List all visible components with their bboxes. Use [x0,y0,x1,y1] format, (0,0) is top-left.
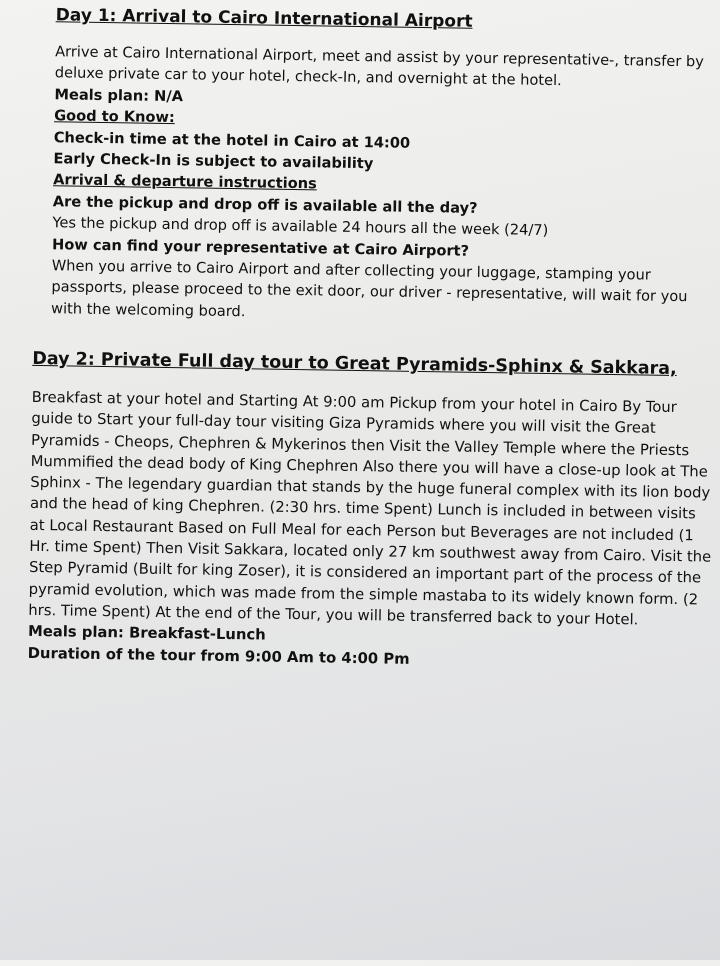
day2-section [28,347,718,675]
question-pickup: Are the pickup and drop off is available all the day? [52,193,478,217]
instructions-heading: Arrival & departure instructions [52,171,317,193]
day1-heading: Day 1: Arrival to Cairo International Airport [55,5,473,32]
good-to-know-heading: Good to Know: [54,107,175,127]
day1-section [51,3,711,330]
question-representative: How can find your representative at Cairo Airport? [51,235,470,260]
day2-heading: Day 2: Private Full day tour to Great Pyramids-Sphinx & Sakkara, [32,348,677,380]
day2-duration: Duration of the tour from 9:00 Am to 4:00 Pm [27,644,410,668]
answer-pickup: Yes the pickup and drop off is available 24 hours all the week (24/7) [52,214,549,240]
day1-meals-plan: Meals plan: N/A [54,86,184,106]
day2-meals-plan: Meals plan: Breakfast-Lunch [27,623,266,644]
day2-body: Breakfast at your hotel and Starting At 9:00 am Pickup from your hotel in Cairo By Tour guide to Start your full-day tour visiting Giza Pyramids where you will visit the Great Pyramids - Cheops, Chephren & Mykerinos then Visit the Valley Temple where the Priests Mummified the dead body of King Chephren Also there you will have a close-up look at The Sphinx - The legendary guardian that stands by the huge funeral complex with its lion body and the head of king Chephren. (2:30 hrs. time Spent) Lunch is included in between visits at Local Restaurant Based on Full Meal for each Person but Beverages are not included (1 Hr. time Spent) Then Visit Sakkara, located only 27 km southwest away from Cairo. Visit the Step Pyramid (Built for king Zoser), it is considered an important part of the process of the pyramid evolution, which was made from the simple mastaba to its widely known form. (2 hrs. Time Spent) At the end of the Tour, you will be transferred back to your Hotel. [28,388,712,629]
answer-representative: When you arrive to Cairo Airport and after collecting your luggage, stamping your passports, please proceed to the exit door, our driver - representative, will wait for you with the welcoming board. [50,257,688,321]
checkin-time: Check-in time at the hotel in Cairo at 14:00 [53,128,411,152]
early-checkin: Early Check-In is subject to availability [53,150,374,173]
day1-intro: Arrive at Cairo International Airport, meet and assist by your representative-, transfer by deluxe private car to your hotel, check-In, and overnight at the hotel. [54,43,704,90]
